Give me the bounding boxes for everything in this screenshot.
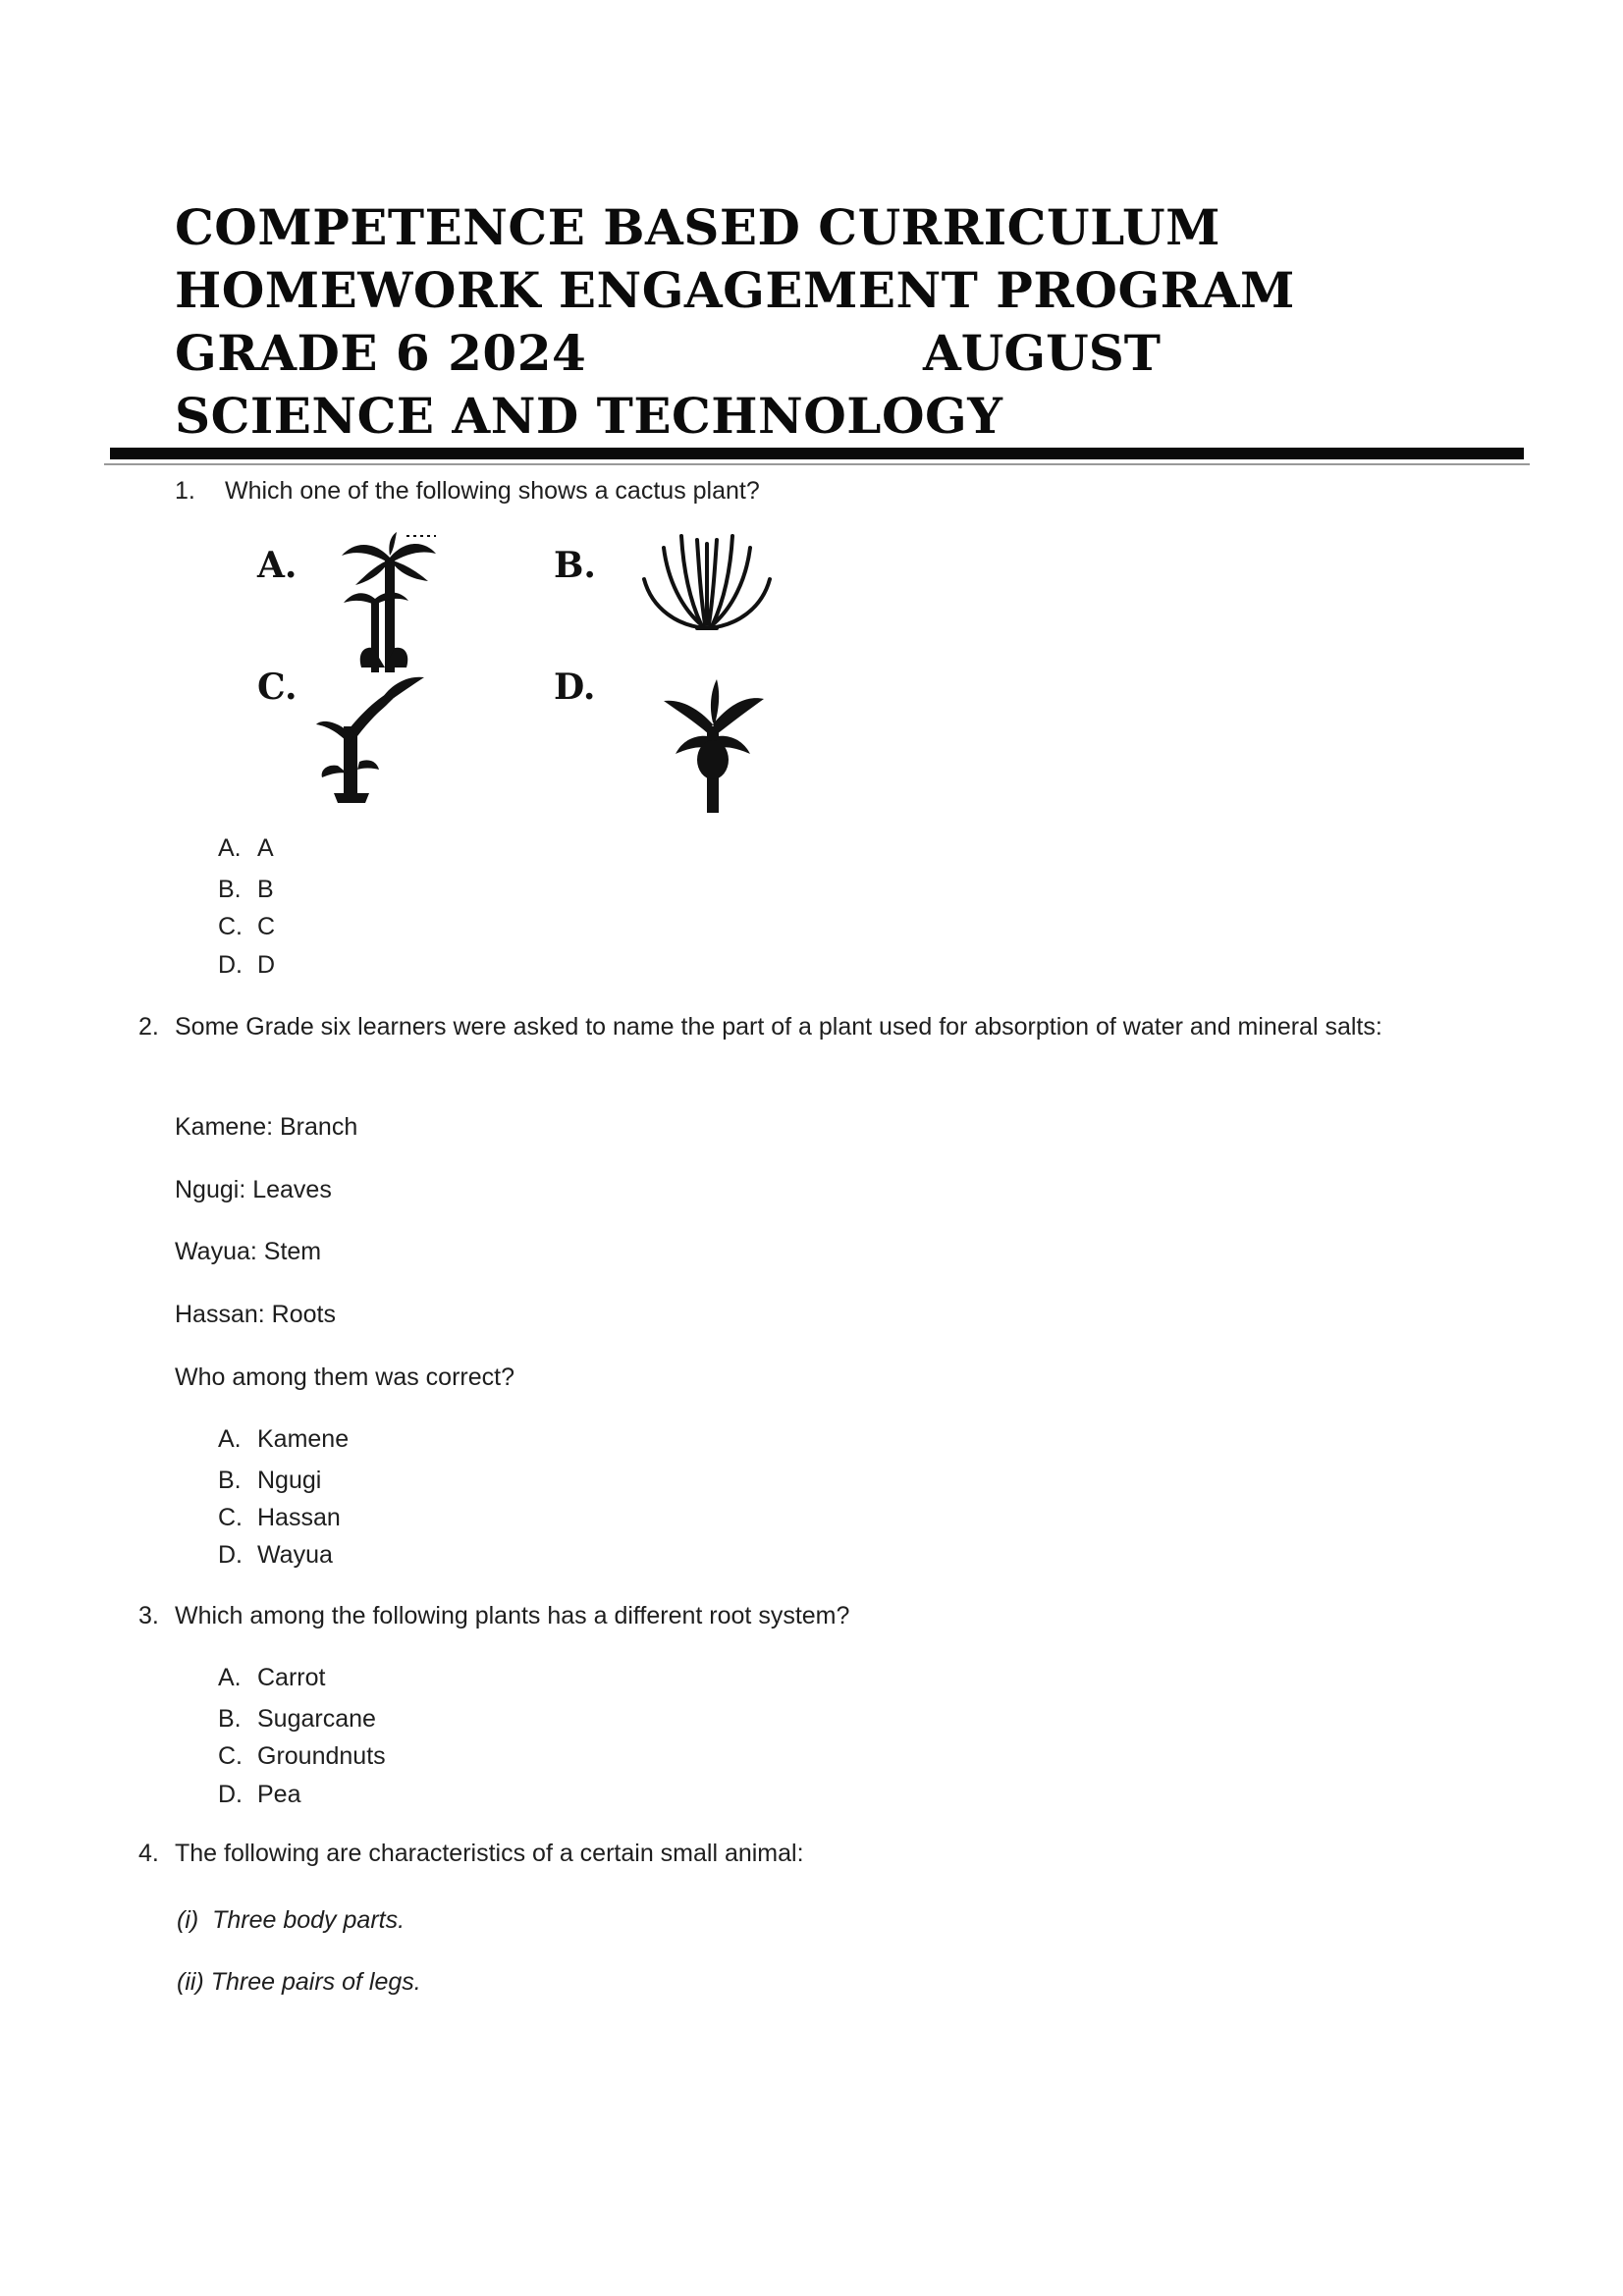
learner-answer-hassan: Hassan: Roots [175, 1301, 336, 1328]
question-2-text: Some Grade six learners were asked to name the part of a plant used for absorption of water and mineral salts: [175, 1013, 1382, 1041]
figure-label-b: B. [554, 545, 596, 586]
question-3-number: 3. [138, 1602, 159, 1629]
q3-option-d-text: Pea [257, 1781, 301, 1808]
question-4-number: 4. [138, 1840, 159, 1867]
q2-option-b-letter: B. [218, 1467, 242, 1494]
q1-option-a-letter: A. [218, 834, 242, 862]
q1-option-b-letter: B. [218, 876, 242, 903]
figure-label-a: A. [257, 545, 298, 586]
header-subject: SCIENCE AND TECHNOLOGY [175, 387, 1003, 445]
q2-option-c-text: Hassan [257, 1504, 341, 1531]
learner-answer-wayua: Wayua: Stem [175, 1238, 322, 1265]
q1-option-a-text: A [257, 834, 274, 862]
q1-option-d-text: D [257, 951, 276, 979]
q3-option-c-text: Groundnuts [257, 1742, 386, 1770]
palm-tree-icon [334, 530, 442, 677]
q3-option-d-letter: D. [218, 1781, 243, 1808]
q1-option-c-letter: C. [218, 913, 243, 940]
q2-option-a-letter: A. [218, 1425, 242, 1453]
header-divider-shadow [104, 463, 1530, 465]
header-month: AUGUST [923, 324, 1162, 382]
question-4-text: The following are characteristics of a certain small animal: [175, 1840, 804, 1867]
aloe-plant-icon [638, 530, 776, 638]
header-title-line-2: HOMEWORK ENGAGEMENT PROGRAM [175, 261, 1295, 319]
question-2-number: 2. [138, 1013, 159, 1041]
q2-option-d-text: Wayua [257, 1541, 333, 1569]
q3-option-b-text: Sugarcane [257, 1705, 376, 1733]
q3-option-a-letter: A. [218, 1664, 242, 1691]
q3-option-b-letter: B. [218, 1705, 242, 1733]
learner-answer-ngugi: Ngugi: Leaves [175, 1176, 332, 1203]
question-2-prompt: Who among them was correct? [175, 1363, 514, 1391]
characteristic-item-2: (ii) Three pairs of legs. [177, 1968, 421, 1996]
question-1-text: Which one of the following shows a cactus plant? [225, 477, 760, 505]
header-title-line-1: COMPETENCE BASED CURRICULUM [175, 198, 1220, 256]
q1-option-b-text: B [257, 876, 274, 903]
q2-option-b-text: Ngugi [257, 1467, 322, 1494]
header-divider [110, 448, 1524, 459]
q2-option-a-text: Kamene [257, 1425, 350, 1453]
q1-option-d-letter: D. [218, 951, 243, 979]
shrub-plant-icon [314, 667, 432, 805]
figure-label-d: D. [554, 667, 596, 708]
q2-option-d-letter: D. [218, 1541, 243, 1569]
q2-option-c-letter: C. [218, 1504, 243, 1531]
learner-answer-kamene: Kamene: Branch [175, 1113, 358, 1141]
characteristic-item-1: (i) Three body parts. [177, 1906, 406, 1934]
q3-option-c-letter: C. [218, 1742, 243, 1770]
question-1-number: 1. [175, 477, 195, 505]
q3-option-a-text: Carrot [257, 1664, 326, 1691]
q1-option-c-text: C [257, 913, 276, 940]
question-3-text: Which among the following plants has a different root system? [175, 1602, 850, 1629]
figure-label-c: C. [257, 667, 298, 708]
header-grade: GRADE 6 2024 [175, 324, 587, 382]
banana-plant-icon [660, 677, 768, 815]
